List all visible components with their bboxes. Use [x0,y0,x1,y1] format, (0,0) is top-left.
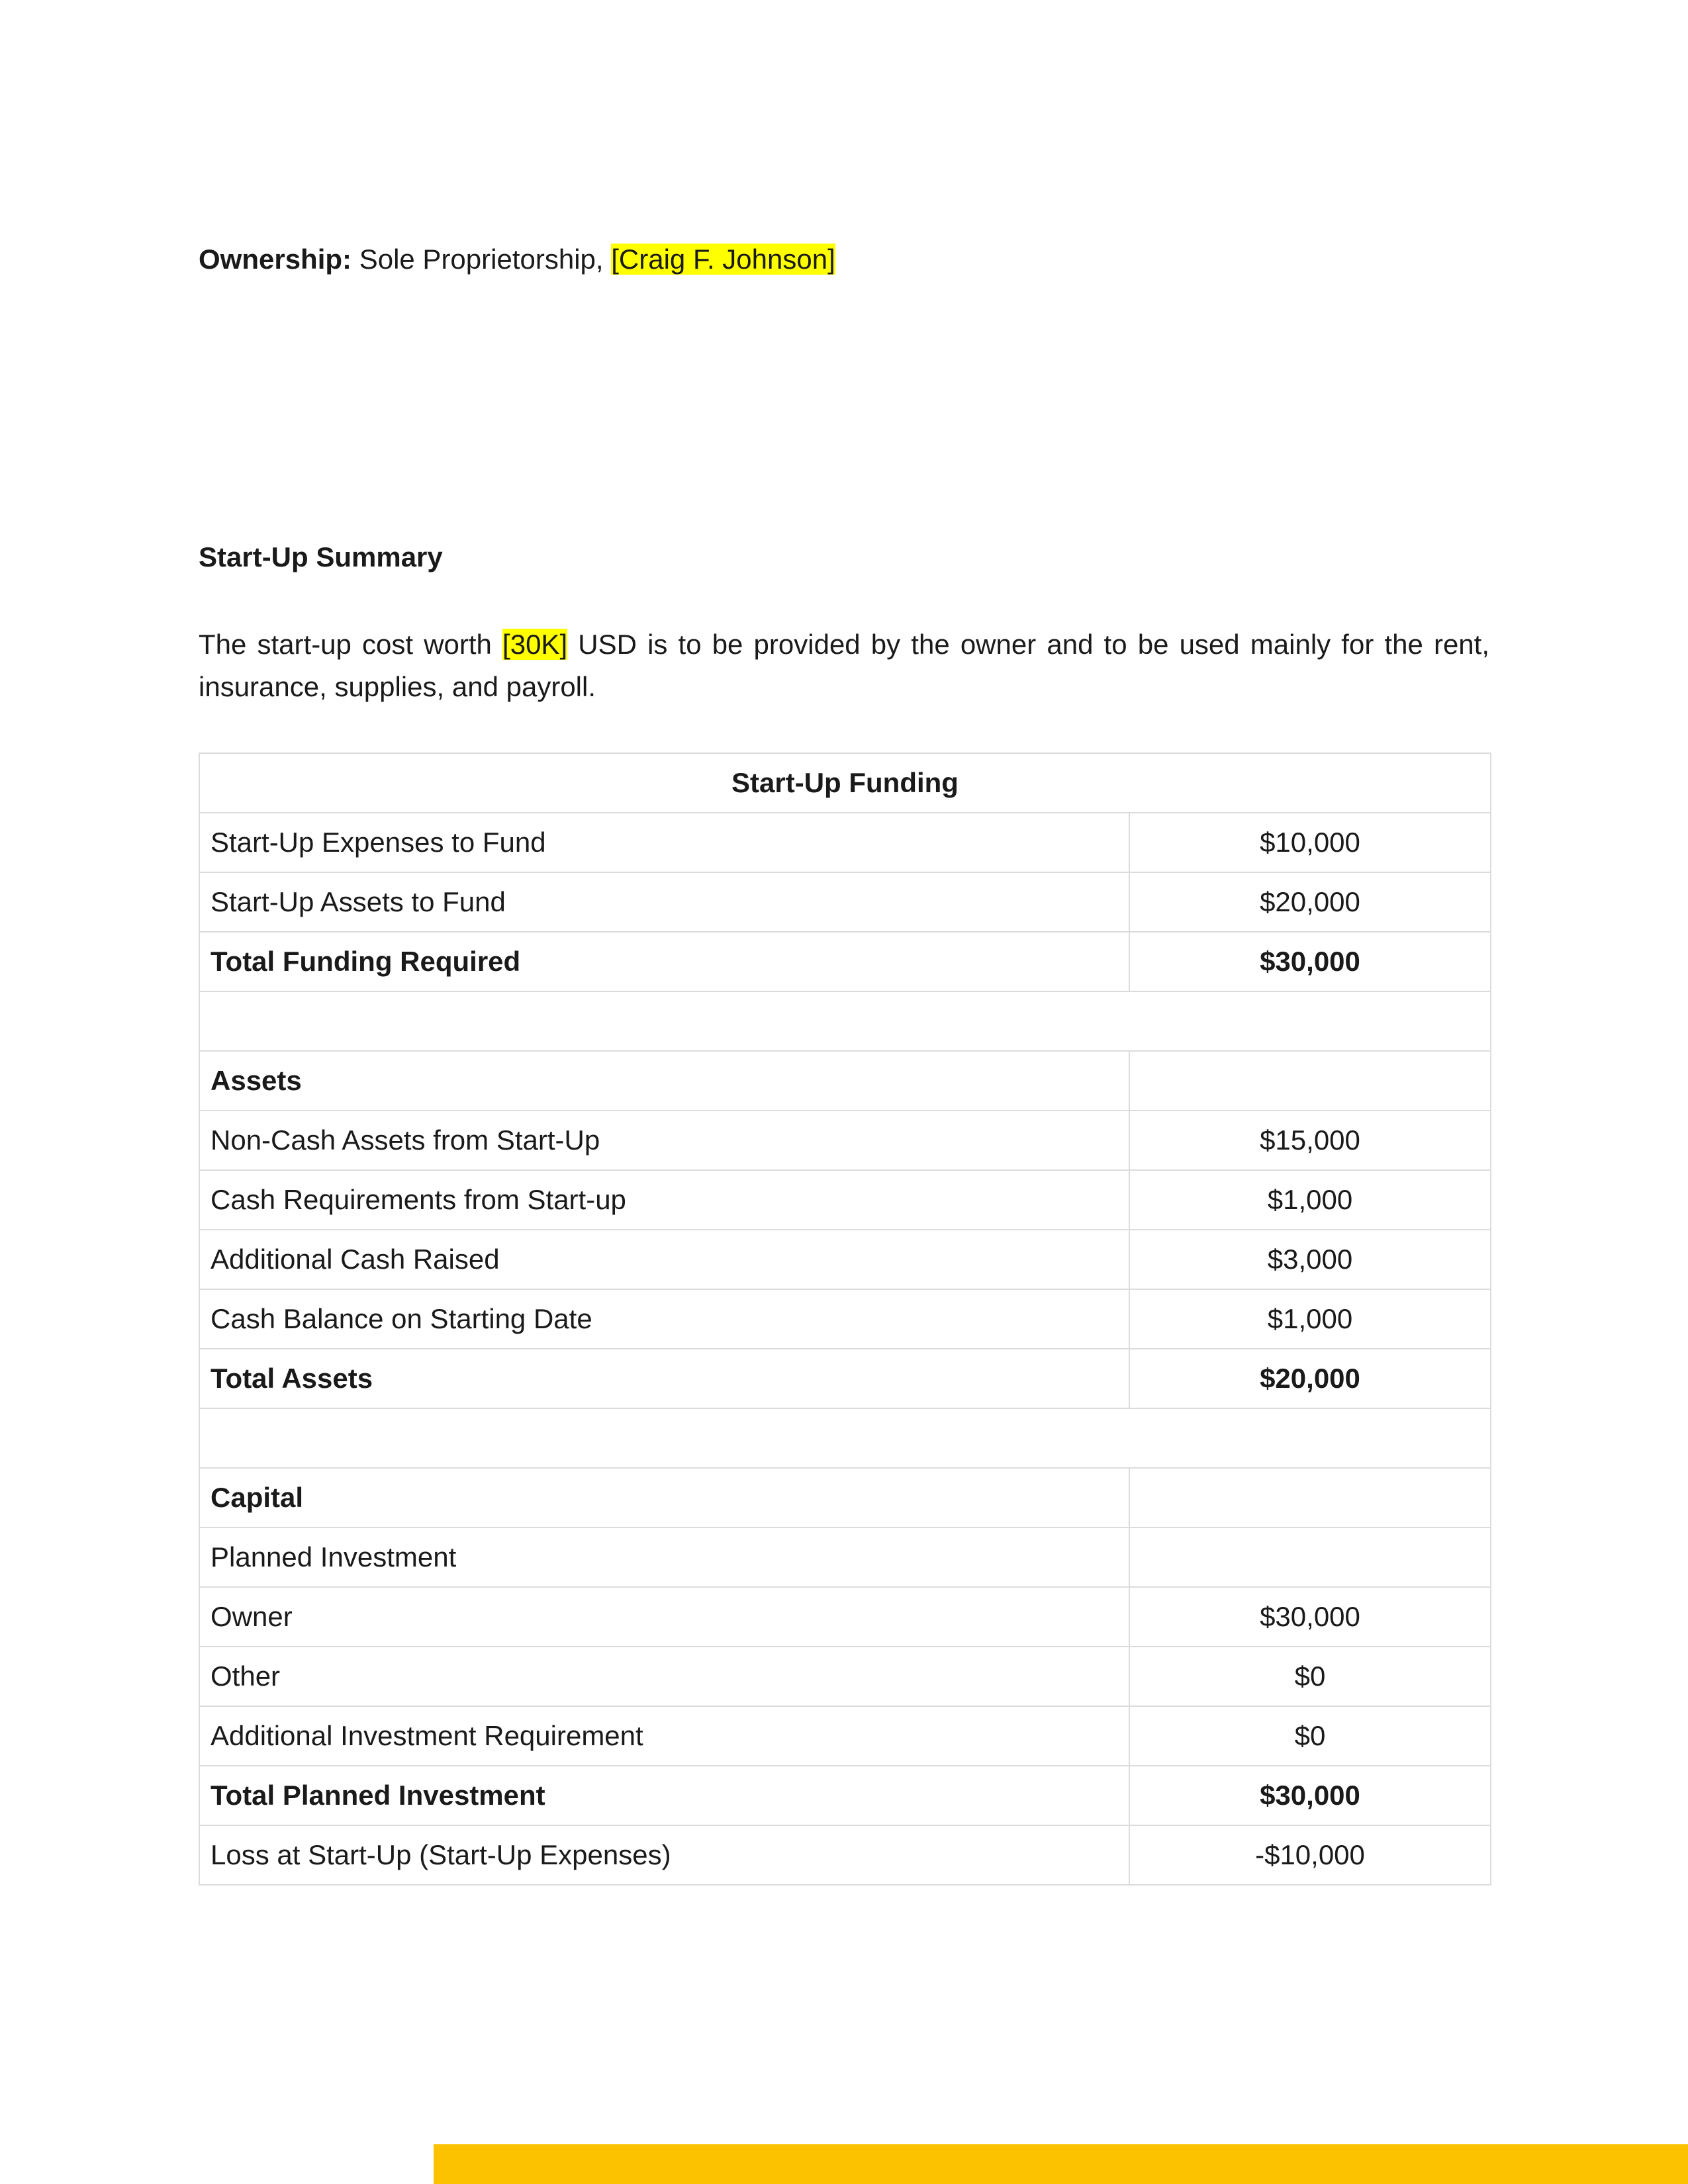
row-value: $1,000 [1129,1170,1491,1230]
summary-text-after: USD is to be provided by the owner and to be used mainly for the rent, insurance, supplies, and payroll. [199,629,1497,702]
spacer-cell [199,991,1491,1051]
row-label: Other [199,1647,1129,1706]
startup-summary-paragraph [199,623,1497,708]
table-row [199,1111,1491,1170]
row-value: $1,000 [1129,1289,1491,1349]
owner-name-highlight: [Craig F. Johnson] [611,244,835,275]
row-label: Owner [199,1587,1129,1647]
row-value: $3,000 [1129,1230,1491,1289]
row-value: $30,000 [1129,1766,1491,1825]
row-label: Planned Investment [199,1527,1129,1587]
row-label: Cash Balance on Starting Date [199,1289,1129,1349]
table-row [199,1289,1491,1349]
row-label: Total Assets [199,1349,1129,1408]
row-value: $10,000 [1129,813,1491,872]
table-title-row [199,753,1491,813]
table-row [199,813,1491,872]
row-value [1129,1527,1491,1587]
summary-amount-highlight: [30K] [502,629,568,660]
table-row [199,1825,1491,1885]
row-value: $0 [1129,1706,1491,1766]
row-value [1129,1051,1491,1111]
table-row [199,1706,1491,1766]
table-spacer-row [199,991,1491,1051]
table-row [199,872,1491,932]
row-label: Additional Investment Requirement [199,1706,1129,1766]
row-label: Start-Up Expenses to Fund [199,813,1129,872]
row-value: $20,000 [1129,872,1491,932]
ownership-label: Ownership: [199,244,352,275]
table-section-header [199,1468,1491,1527]
startup-funding-table [199,752,1491,1886]
spacer-cell [199,1408,1491,1468]
table-spacer-row [199,1408,1491,1468]
ownership-line [199,240,835,279]
row-label: Non-Cash Assets from Start-Up [199,1111,1129,1170]
section-label: Assets [199,1051,1129,1111]
row-value: $30,000 [1129,1587,1491,1647]
table-section-header [199,1051,1491,1111]
table-row [199,1527,1491,1587]
table-row-total [199,1766,1491,1825]
section-label: Capital [199,1468,1129,1527]
row-label: Additional Cash Raised [199,1230,1129,1289]
row-label: Total Funding Required [199,932,1129,991]
row-value: $20,000 [1129,1349,1491,1408]
startup-summary-heading: Start-Up Summary [199,541,443,572]
table-row [199,1647,1491,1706]
row-value: $15,000 [1129,1111,1491,1170]
row-value [1129,1468,1491,1527]
summary-text-before: The start-up cost worth [199,629,503,660]
table-row [199,1230,1491,1289]
row-value: $30,000 [1129,932,1491,991]
table-row [199,1587,1491,1647]
row-label: Loss at Start-Up (Start-Up Expenses) [199,1825,1129,1885]
row-label: Start-Up Assets to Fund [199,872,1129,932]
table-row [199,1170,1491,1230]
table-title: Start-Up Funding [199,753,1491,813]
table-row-total [199,932,1491,991]
row-label: Cash Requirements from Start-up [199,1170,1129,1230]
table-row-total [199,1349,1491,1408]
ownership-type: Sole Proprietorship, [352,244,612,275]
row-value: $0 [1129,1647,1491,1706]
row-label: Total Planned Investment [199,1766,1129,1825]
row-value: -$10,000 [1129,1825,1491,1885]
footer-accent-bar [434,2144,1688,2184]
